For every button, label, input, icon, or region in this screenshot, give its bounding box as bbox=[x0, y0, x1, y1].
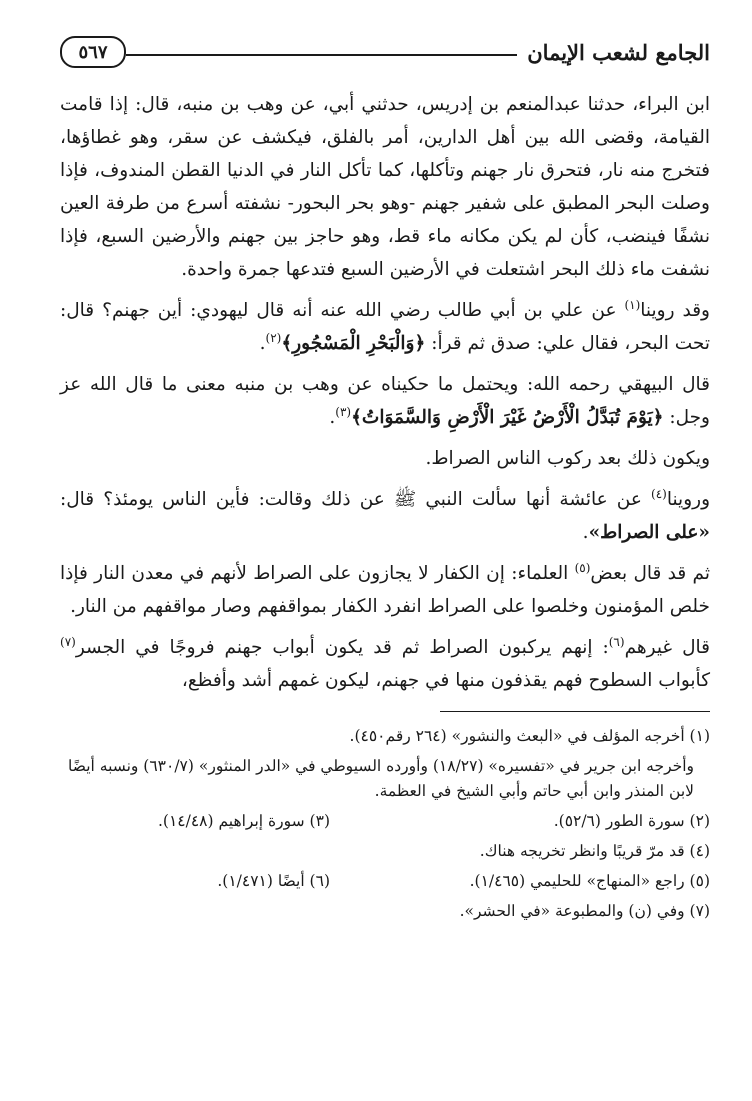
running-title: الجامع لشعب الإيمان bbox=[527, 39, 710, 65]
paragraph-7 bbox=[60, 631, 710, 697]
footnote-marker-1: (١) bbox=[624, 297, 641, 312]
footnote-1: (١) أخرجه المؤلف في «البعث والنشور» (٢٦٤ رقم٤٥٠). bbox=[349, 727, 710, 745]
text-span: وروينا bbox=[666, 489, 710, 510]
text-span: عن علي بن أبي طالب رضي الله عنه أنه قال ليهودي: أين جهنم؟ قال: تحت البحر، فقال علي: صدق ثم قرأ: bbox=[60, 300, 710, 354]
footnote-marker-6: (٦) bbox=[608, 634, 625, 649]
footnote-5: (٥) راجع «المنهاج» للحليمي (١/٤٦٥). bbox=[469, 872, 710, 890]
text-span: وقد روينا bbox=[640, 300, 710, 321]
footnote-6: (٦) أيضًا (١/٤٧١). bbox=[217, 872, 330, 890]
footnote-marker-2: (٢) bbox=[265, 330, 282, 345]
paragraph-5 bbox=[60, 483, 710, 549]
footnote-row bbox=[60, 869, 710, 894]
footnotes bbox=[60, 724, 710, 924]
footnote-7: (٧) وفي (ن) والمطبوعة «في الحشر». bbox=[459, 902, 710, 920]
text-span: . bbox=[582, 522, 589, 543]
book-page bbox=[60, 30, 710, 1080]
footnote-1-continued: وأخرجه ابن جرير في «تفسيره» (١٨/٢٧) وأورده السيوطي في «الدر المنثور» (٦٣٠/٧) ونسبه أيضًا لابن المنذر وابن أبي حاتم وأبي الشيخ في العظمة. bbox=[68, 757, 694, 800]
footnote-3: (٣) سورة إبراهيم (١٤/٤٨). bbox=[157, 812, 330, 830]
paragraph-2 bbox=[60, 294, 710, 360]
text-span: ثم قد قال بعض bbox=[590, 563, 710, 584]
page-number: ٥٦٧ bbox=[60, 36, 126, 68]
text-span: . bbox=[329, 407, 336, 428]
main-text bbox=[60, 88, 710, 697]
footnote-marker-7: (٧) bbox=[60, 634, 76, 649]
footnote-marker-4: (٤) bbox=[651, 486, 667, 501]
quran-verse: ﴿يَوْمَ تُبَدَّلُ الْأَرْضُ غَيْرَ الْأَرْضِ وَالسَّمَوَاتُ﴾ bbox=[351, 407, 664, 428]
footnote-4: (٤) قد مرّ قريبًا وانظر تخريجه هناك. bbox=[479, 842, 710, 860]
quran-verse: ﴿وَالْبَحْرِ الْمَسْجُورِ﴾ bbox=[281, 333, 426, 354]
footnote-marker-3: (٣) bbox=[335, 404, 352, 419]
footnote-row bbox=[60, 809, 710, 834]
paragraph-1: ابن البراء، حدثنا عبدالمنعم بن إدريس، حدثني أبي، عن وهب بن منبه، قال: إذا قامت القيامة، وقضى الله بين أهل الدارين، أمر بالفلق، فيكشف عن سقر، وهو غطاؤها، فتخرج منه نار، فتحرق نار جهنم وتأكلها، كما تأكل النار في الدنيا القطن المندوف، فإذا وصلت البحر المطبق على شفير جهنم -وهو بحر البحور- نشفته أسرع من طرفة العين نشفًا فينضب، كأن لم يكن مكانه ماء قط، وهو حاجز بين جهنم والأرضين السبع، فإذا نشفت ماء ذلك البحر اشتعلت في الأرضين السبع فتدعها جمرة واحدة. bbox=[60, 94, 710, 280]
paragraph-6 bbox=[60, 557, 710, 623]
footnote-marker-5: (٥) bbox=[574, 560, 591, 575]
text-span: قال البيهقي رحمه الله: ويحتمل ما حكيناه عن وهب بن منبه معنى ما قال الله عز وجل: bbox=[60, 374, 710, 428]
header-rule bbox=[126, 54, 517, 56]
text-span: عن عائشة أنها سألت النبي ﷺ عن ذلك وقالت: فأين الناس يومئذ؟ قال: bbox=[60, 489, 651, 510]
footnote-separator bbox=[440, 711, 710, 712]
text-span: : إنهم يركبون الصراط ثم قد يكون أبواب جهنم فروجًا في الجسر bbox=[75, 637, 609, 658]
paragraph-4: ويكون ذلك بعد ركوب الناس الصراط. bbox=[425, 448, 710, 469]
hadith-quote: «على الصراط» bbox=[588, 522, 710, 543]
footnote-2: (٢) سورة الطور (٥٢/٦). bbox=[553, 812, 710, 830]
text-span: العلماء: إن الكفار لا يجازون على الصراط لأنهم في معدن النار فإذا خلص المؤمنون وخلصوا على الصراط انفرد الكفار بمواقفهم وصار مواقفهم من النار. bbox=[60, 563, 710, 617]
text-span: كأبواب السطوح فهم يقذفون منها في جهنم، ليكون غمهم أشد وأفظع، bbox=[181, 670, 710, 691]
running-header bbox=[60, 30, 710, 74]
text-span: . bbox=[259, 333, 266, 354]
paragraph-3 bbox=[60, 368, 710, 434]
text-span: قال غيرهم bbox=[624, 637, 711, 658]
